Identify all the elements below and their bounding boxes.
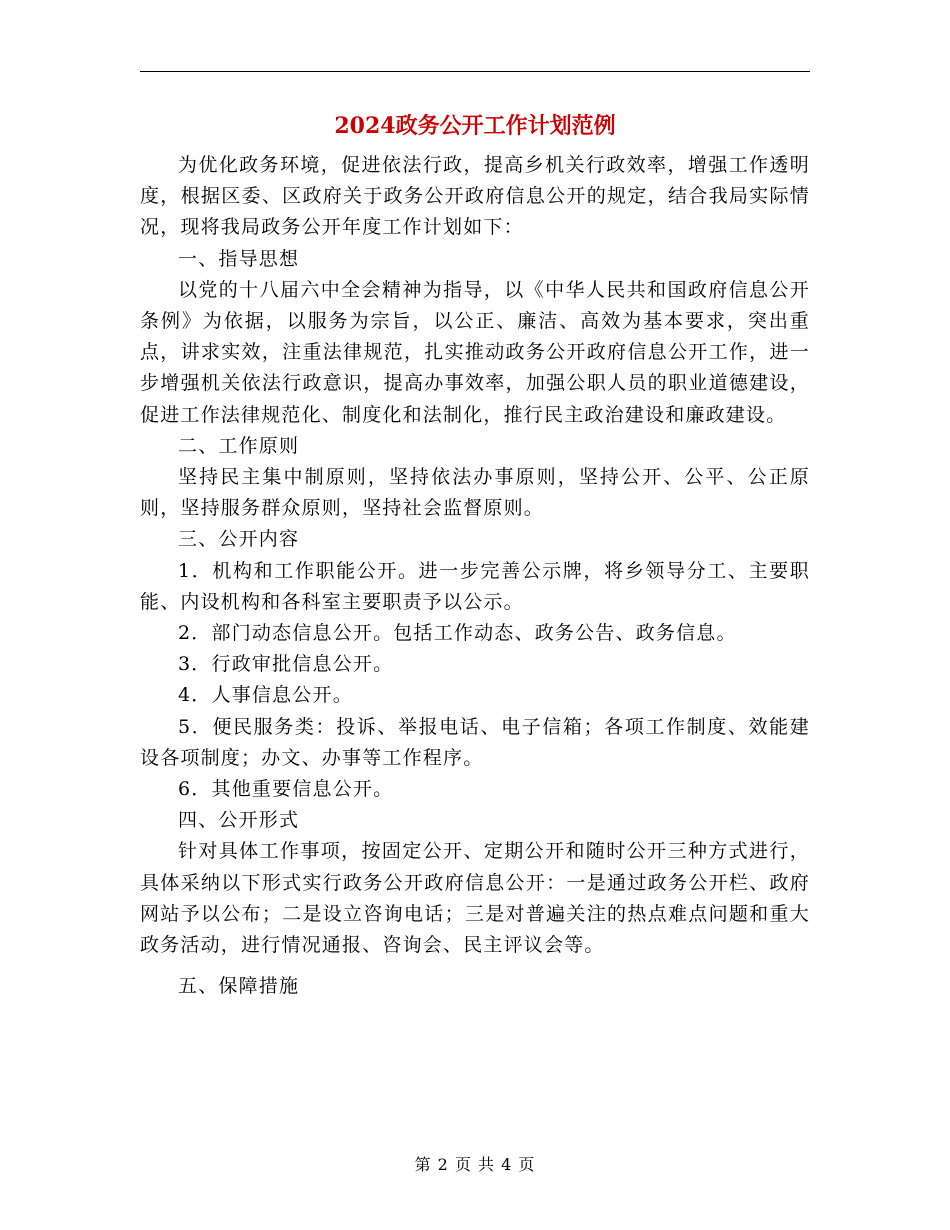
paragraph-disclosure-forms: 针对具体工作事项，按固定公开、定期公开和随时公开三种方式进行，具体采纳以下形式实行政务公开政府信息公开：一是通过政务公开栏、政府网站予以公布；二是设立咨询电话；三是对普遍关注的热点难点问题和重大政务活动，进行情况通报、咨询会、民主评议会等。 — [140, 840, 810, 957]
heading-work-principles: 二、工作原则 — [178, 434, 300, 457]
header-rule — [140, 71, 810, 72]
list-item: 1．机构和工作职能公开。进一步完善公示牌，将乡领导分工、主要职能、内设机构和各科室主要职责予以公示。 — [140, 559, 810, 613]
heading-safeguards: 五、保障措施 — [178, 975, 300, 998]
list-item: 2．部门动态信息公开。包括工作动态、政务公告、政务信息。 — [178, 622, 737, 645]
document-title: 2024政务公开工作计划范例 — [334, 113, 616, 139]
list-item: 5．便民服务类：投诉、举报电话、电子信箱；各项工作制度、效能建设各项制度；办文、办事等工作程序。 — [140, 715, 810, 769]
heading-disclosure-forms: 四、公开形式 — [178, 809, 300, 832]
page-footer: 第 2 页 共 4 页 — [414, 1155, 536, 1174]
paragraph-guiding-ideology: 以党的十八届六中全会精神为指导，以《中华人民共和国政府信息公开条例》为依据，以服务为宗旨，以公正、廉洁、高效为基本要求，突出重点，讲求实效，注重法律规范，扎实推动政务公开政府信息公开工作，进一步增强机关依法行政意识，提高办事效率，加强公职人员的职业道德建设，促进工作法律规范化、制度化和法制化，推行民主政治建设和廉政建设。 — [140, 278, 810, 426]
heading-disclosure-content: 三、公开内容 — [178, 528, 300, 551]
document-body — [140, 150, 810, 1002]
paragraph-work-principles: 坚持民主集中制原则，坚持依法办事原则，坚持公开、公平、公正原则，坚持服务群众原则，坚持社会监督原则。 — [140, 466, 810, 520]
list-item: 6．其他重要信息公开。 — [178, 778, 394, 801]
list-item: 3．行政审批信息公开。 — [178, 653, 394, 676]
paragraph-intro: 为优化政务环境，促进依法行政，提高乡机关行政效率，增强工作透明度，根据区委、区政府关于政务公开政府信息公开的规定，结合我局实际情况，现将我局政务公开年度工作计划如下： — [140, 154, 810, 239]
heading-guiding-ideology: 一、指导思想 — [178, 247, 300, 270]
list-item: 4．人事信息公开。 — [178, 684, 353, 707]
